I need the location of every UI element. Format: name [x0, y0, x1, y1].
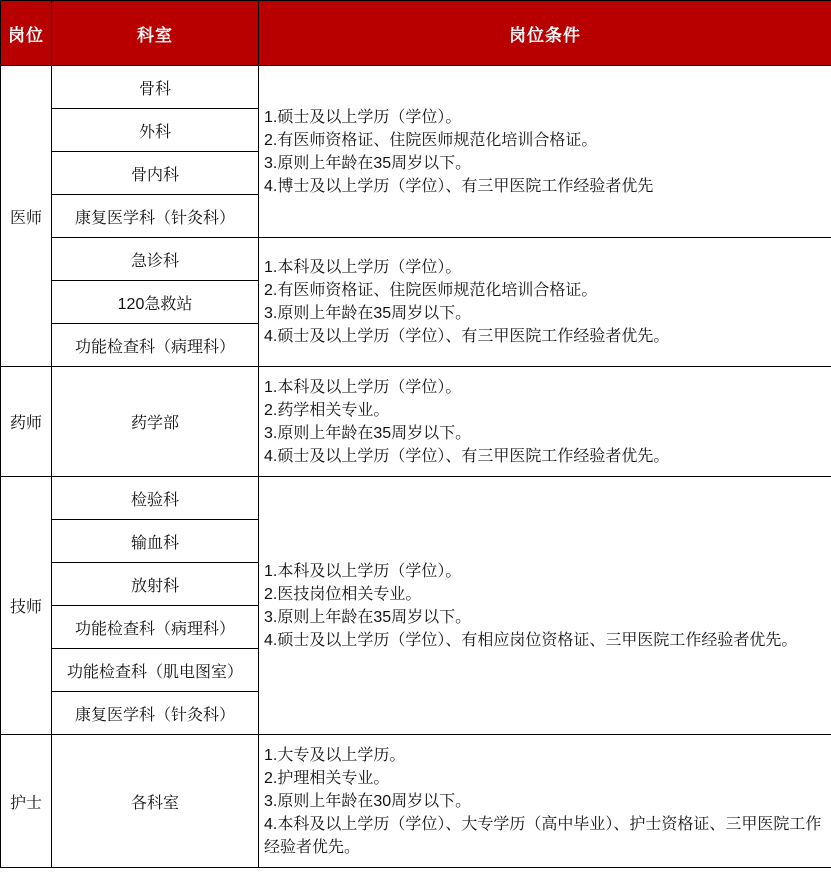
- condition-line: 2.药学相关专业。: [264, 401, 390, 419]
- condition-line: 2.医技岗位相关专业。: [264, 585, 422, 603]
- dept-cell: 功能检查科（病理科）: [52, 324, 259, 367]
- header-conditions: 岗位条件: [259, 1, 831, 66]
- table-row: [1, 477, 831, 520]
- header-dept: 科室: [52, 1, 259, 66]
- condition-line: 2.有医师资格证、住院医师规范化培训合格证。: [264, 282, 598, 299]
- dept-cell: 骨内科: [52, 152, 259, 195]
- condition-line: 4.本科及以上学历（学位）、大专学历（高中毕业）、护士资格证、三甲医院工作经验者优先。: [264, 815, 822, 856]
- condition-line: 3.原则上年龄在30周岁以下。: [264, 792, 472, 810]
- condition-line: 3.原则上年龄在35周岁以下。: [264, 608, 472, 626]
- post-cell-technician: 技师: [1, 477, 52, 735]
- condition-line: 2.有医师资格证、住院医师规范化培训合格证。: [264, 131, 598, 149]
- condition-line: 4.硕士及以上学历（学位）、有三甲医院工作经验者优先。: [264, 447, 670, 465]
- dept-cell: 放射科: [52, 563, 259, 606]
- dept-cell: 急诊科: [52, 238, 259, 281]
- condition-line: 1.硕士及以上学历（学位）。: [264, 108, 462, 126]
- condition-line: 1.本科及以上学历（学位）。: [264, 378, 462, 396]
- table-row: [1, 367, 831, 477]
- condition-line: 2.护理相关专业。: [264, 769, 390, 787]
- condition-line: 1.本科及以上学历（学位）。: [264, 562, 462, 580]
- dept-cell: 康复医学科（针灸科）: [52, 195, 259, 238]
- condition-line: 4.硕士及以上学历（学位）、有三甲医院工作经验者优先。: [264, 328, 670, 345]
- dept-cell: 功能检查科（病理科）: [52, 606, 259, 649]
- table-row: [1, 238, 831, 281]
- conditions-cell: [259, 238, 831, 367]
- dept-cell: 120急救站: [52, 281, 259, 324]
- condition-line: 4.硕士及以上学历（学位）、有相应岗位资格证、三甲医院工作经验者优先。: [264, 631, 798, 649]
- dept-cell: 外科: [52, 109, 259, 152]
- post-cell-pharmacist: 药师: [1, 367, 52, 477]
- header-row: [1, 1, 831, 66]
- dept-cell: 功能检查科（肌电图室）: [52, 649, 259, 692]
- condition-line: 3.原则上年龄在35周岁以下。: [264, 424, 472, 442]
- condition-line: 4.博士及以上学历（学位）、有三甲医院工作经验者优先: [264, 177, 654, 195]
- post-cell-doctor: 医师: [1, 66, 52, 367]
- conditions-cell: [259, 735, 831, 868]
- dept-cell: 输血科: [52, 520, 259, 563]
- dept-cell: 骨科: [52, 66, 259, 109]
- dept-cell: 康复医学科（针灸科）: [52, 692, 259, 735]
- conditions-cell: [259, 367, 831, 477]
- condition-line: 3.原则上年龄在35周岁以下。: [264, 305, 472, 322]
- table-row: [1, 66, 831, 109]
- condition-line: 1.大专及以上学历。: [264, 746, 406, 764]
- header-post: 岗位: [1, 1, 52, 66]
- dept-cell: 药学部: [52, 367, 259, 477]
- condition-line: 1.本科及以上学历（学位）。: [264, 259, 462, 276]
- post-cell-nurse: 护士: [1, 735, 52, 868]
- conditions-cell: [259, 477, 831, 735]
- condition-line: 3.原则上年龄在35周岁以下。: [264, 154, 472, 172]
- dept-cell: 检验科: [52, 477, 259, 520]
- table-row: [1, 735, 831, 868]
- conditions-cell: [259, 66, 831, 238]
- dept-cell: 各科室: [52, 735, 259, 868]
